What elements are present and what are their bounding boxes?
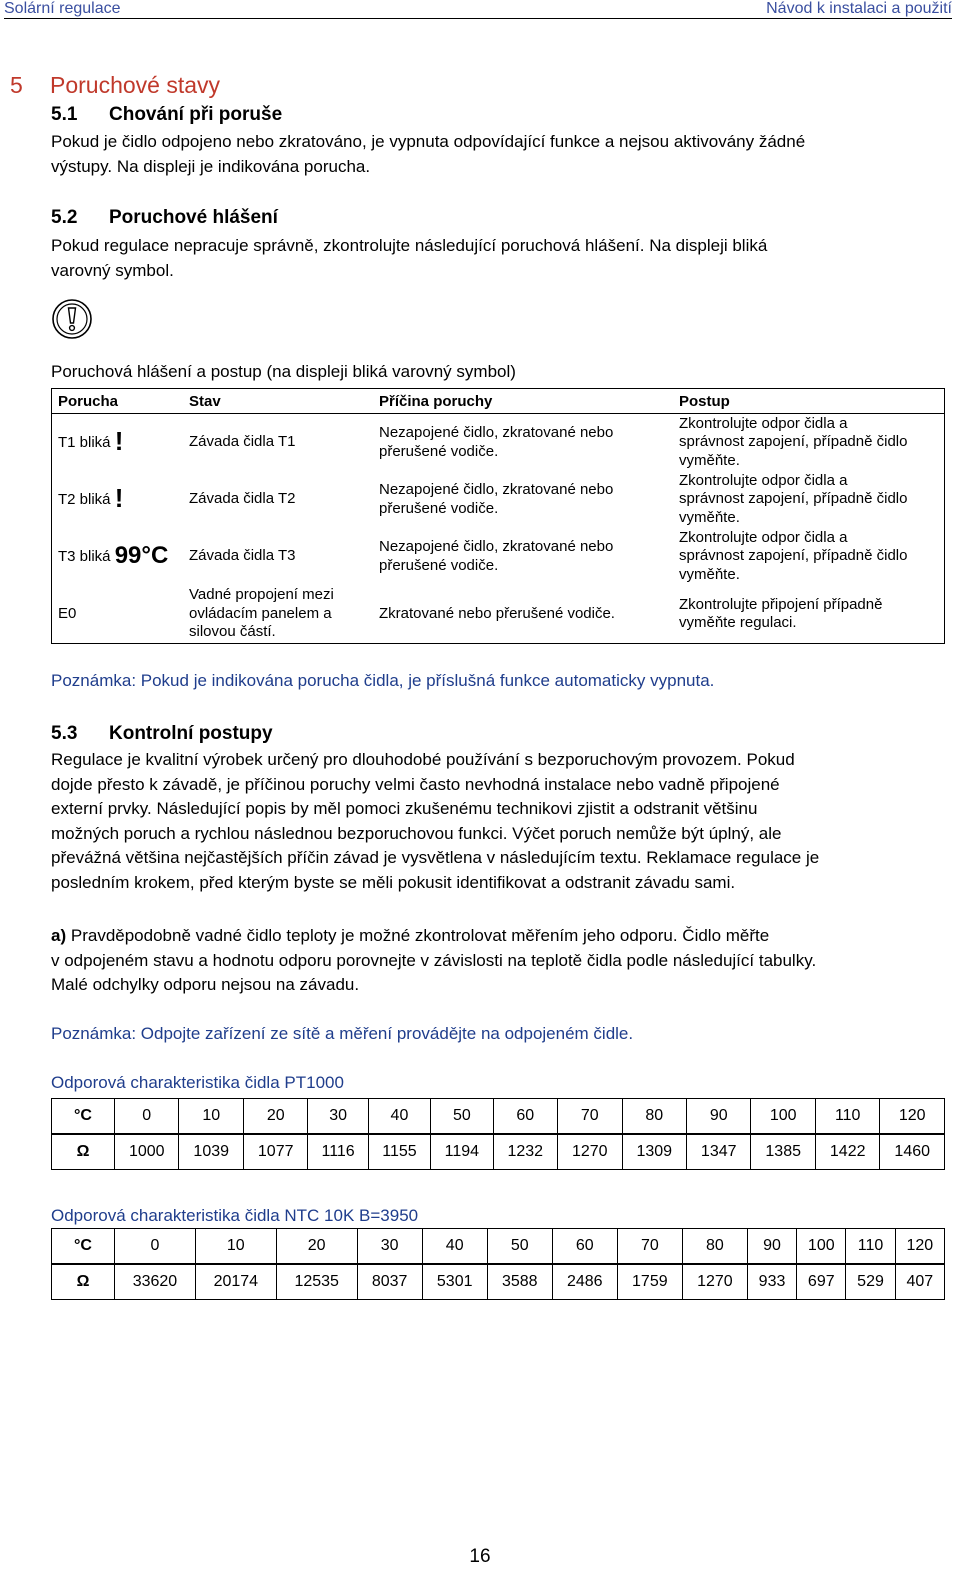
fault-note: Poznámka: Pokud je indikována porucha čidla, je příslušná funkce automaticky vypnuta. — [51, 671, 715, 690]
row-label: °C — [52, 1099, 115, 1135]
resistance-cell: 1422 — [815, 1134, 879, 1170]
fault-label: E0 — [58, 604, 77, 622]
row-label: Ω — [52, 1264, 115, 1300]
status-line: ovládacím panelem a — [189, 604, 332, 622]
resistance-row — [52, 1264, 945, 1300]
subsection-number: 5.2 — [51, 207, 78, 228]
resistance-cell: 1385 — [751, 1134, 815, 1170]
cause-cell — [373, 528, 673, 585]
action-line: správnost zapojení, případně čidlo — [679, 490, 908, 508]
resistance-cell: 3588 — [487, 1264, 552, 1300]
cause-cell — [373, 585, 673, 644]
text-line: dojde přesto k závadě, je příčinou poruchy velmi často nevhodná instalace nebo vadně připojené — [51, 774, 780, 794]
resistance-cell: 8037 — [357, 1264, 422, 1300]
status-line: silovou částí. — [189, 623, 276, 641]
text-line: varovný symbol. — [51, 260, 174, 280]
item-label: a) — [51, 926, 67, 945]
cause-line: přerušené vodiče. — [379, 499, 499, 517]
warning-icon — [51, 298, 93, 340]
subsection-5-2-text — [51, 234, 911, 283]
resistance-cell: 933 — [747, 1264, 796, 1300]
temperature-cell: 60 — [552, 1229, 617, 1265]
fault-label: T1 bliká — [58, 434, 111, 452]
ntc-caption: Odporová charakteristika čidla NTC 10K B=3950 — [51, 1206, 419, 1225]
temperature-cell: 20 — [276, 1229, 357, 1265]
action-cell — [673, 585, 945, 644]
resistance-cell: 1116 — [308, 1134, 368, 1170]
fault-label: T3 bliká — [58, 547, 111, 565]
table-row — [52, 414, 945, 472]
column-header: Porucha — [52, 389, 184, 414]
text-line: výstupy. Na displeji je indikována porucha. — [51, 156, 371, 176]
temperature-cell: 70 — [617, 1229, 682, 1265]
action-line: vyměňte. — [679, 565, 740, 583]
resistance-cell: 529 — [846, 1264, 895, 1300]
subsection-number: 5.3 — [51, 723, 78, 744]
temperature-cell: 50 — [431, 1099, 493, 1135]
header-right: Návod k instalaci a použití — [766, 0, 952, 17]
subsection-5-3-heading — [51, 723, 273, 745]
text-span: Pravděpodobně vadné čidlo teploty je možné zkontrolovat měřením jeho odporu. Čidlo měřte — [70, 926, 770, 945]
status-line: Závada čidla T1 — [189, 433, 296, 451]
text-line: externí prvky. Následující popis by měl pomoci zkušenému technikovi zjistit a odstranit většinu — [51, 799, 758, 818]
display-symbol: ! — [114, 426, 124, 457]
subsection-title: Chování při poruše — [109, 104, 283, 125]
action-line: vyměňte regulaci. — [679, 614, 797, 631]
column-header: Postup — [673, 389, 945, 414]
temperature-cell: 20 — [243, 1099, 307, 1135]
fault-cell — [52, 471, 184, 528]
temperature-cell: 40 — [422, 1229, 487, 1265]
column-header: Stav — [183, 389, 373, 414]
temperature-cell: 10 — [195, 1229, 276, 1265]
column-header: Příčina poruchy — [373, 389, 673, 414]
resistance-cell: 1270 — [682, 1264, 747, 1300]
action-cell — [673, 528, 945, 585]
table-row — [52, 528, 945, 585]
temperature-cell: 110 — [846, 1229, 895, 1265]
pt1000-caption: Odporová charakteristika čidla PT1000 — [51, 1073, 344, 1092]
pt1000-table — [51, 1098, 945, 1170]
section-title: Poruchové stavy — [50, 72, 221, 98]
resistance-cell: 1155 — [368, 1134, 430, 1170]
action-line: Zkontrolujte odpor čidla a — [679, 528, 848, 546]
status-line: Závada čidla T2 — [189, 490, 296, 508]
resistance-cell: 20174 — [195, 1264, 276, 1300]
temperature-cell: 80 — [682, 1229, 747, 1265]
temperature-cell: 80 — [622, 1099, 686, 1135]
temperature-cell: 60 — [493, 1099, 557, 1135]
text-line: Regulace je kvalitní výrobek určený pro dlouhodobé používání s bezporuchovým provozem. Pokud — [51, 750, 795, 769]
text-line: možných poruch a rychlou následnou bezporuchovou funkci. Výčet poruch nemůže být úplný, ale — [51, 823, 782, 843]
temperature-cell: 100 — [751, 1099, 815, 1135]
temperature-cell: 100 — [797, 1229, 846, 1265]
subsection-title: Kontrolní postupy — [109, 723, 273, 744]
temperature-row — [52, 1229, 945, 1265]
ntc-table — [51, 1228, 945, 1300]
temperature-cell: 90 — [747, 1229, 796, 1265]
temperature-cell: 30 — [308, 1099, 368, 1135]
paragraph-a — [51, 924, 911, 998]
page-header — [4, 0, 952, 19]
fault-table-caption: Poruchová hlášení a postup (na displeji bliká varovný symbol) — [51, 362, 516, 381]
text-line: Pokud regulace nepracuje správně, zkontrolujte následující poruchová hlášení. Na displeji bliká — [51, 236, 768, 255]
cause-line: přerušené vodiče. — [379, 556, 499, 574]
fault-cell — [52, 414, 184, 472]
temperature-cell: 120 — [880, 1099, 945, 1135]
status-line: Vadné propojení mezi — [189, 586, 334, 604]
header-left: Solární regulace — [4, 0, 121, 17]
resistance-cell: 1270 — [558, 1134, 622, 1170]
resistance-cell: 1077 — [243, 1134, 307, 1170]
subsection-5-3-text — [51, 748, 911, 895]
resistance-cell: 697 — [797, 1264, 846, 1300]
status-line: Závada čidla T3 — [189, 547, 296, 565]
cause-line: Zkratované nebo přerušené vodiče. — [379, 604, 615, 622]
resistance-cell: 1039 — [179, 1134, 243, 1170]
measurement-note: Poznámka: Odpojte zařízení ze sítě a měření provádějte na odpojeném čidle. — [51, 1024, 634, 1043]
status-cell — [183, 471, 373, 528]
text-line: Malé odchylky odporu nejsou na závadu. — [51, 975, 360, 994]
action-cell — [673, 471, 945, 528]
subsection-number: 5.1 — [51, 104, 78, 125]
temperature-cell: 120 — [895, 1229, 944, 1265]
text-line: v odpojeném stavu a hodnotu odporu porovnejte v závislosti na teplotě čidla podle následující tabulky. — [51, 950, 817, 970]
action-cell — [673, 414, 945, 472]
subsection-5-2-heading — [51, 207, 278, 229]
action-line: Zkontrolujte připojení případně — [679, 595, 883, 613]
display-symbol: ! — [114, 483, 124, 514]
action-line: vyměňte. — [679, 451, 740, 469]
resistance-cell: 33620 — [115, 1264, 196, 1300]
resistance-cell: 1194 — [431, 1134, 493, 1170]
resistance-cell: 2486 — [552, 1264, 617, 1300]
resistance-cell: 1759 — [617, 1264, 682, 1300]
display-symbol: 99°C — [114, 541, 169, 569]
section-number: 5 — [10, 72, 23, 98]
table-row — [52, 585, 945, 644]
resistance-cell: 407 — [895, 1264, 944, 1300]
text-line: Pokud je čidlo odpojeno nebo zkratováno, je vypnuta odpovídající funkce a nejsou aktivovány žádné — [51, 132, 806, 151]
cause-line: Nezapojené čidlo, zkratované nebo — [379, 424, 614, 441]
action-line: Zkontrolujte odpor čidla a — [679, 414, 848, 432]
temperature-cell: 30 — [357, 1229, 422, 1265]
temperature-cell: 0 — [115, 1229, 196, 1265]
temperature-cell: 0 — [115, 1099, 179, 1135]
fault-table — [51, 388, 945, 644]
resistance-cell: 1000 — [115, 1134, 179, 1170]
action-line: správnost zapojení, případně čidlo — [679, 433, 908, 451]
temperature-row — [52, 1099, 945, 1135]
cause-cell — [373, 414, 673, 472]
subsection-title: Poruchové hlášení — [109, 207, 278, 228]
text-line: převážná většina nejčastějších příčin závad je vysvětlena v následujícím textu. Reklamace regulace je — [51, 848, 820, 867]
row-label: Ω — [52, 1134, 115, 1170]
resistance-cell: 1232 — [493, 1134, 557, 1170]
resistance-cell: 1309 — [622, 1134, 686, 1170]
cause-cell — [373, 471, 673, 528]
action-line: správnost zapojení, případně čidlo — [679, 547, 908, 565]
resistance-cell: 5301 — [422, 1264, 487, 1300]
action-line: Zkontrolujte odpor čidla a — [679, 471, 848, 489]
resistance-cell: 1460 — [880, 1134, 945, 1170]
temperature-cell: 10 — [179, 1099, 243, 1135]
text-line — [51, 924, 911, 949]
cause-line: přerušené vodiče. — [379, 442, 499, 460]
cause-line: Nezapojené čidlo, zkratované nebo — [379, 481, 614, 498]
fault-cell — [52, 585, 184, 644]
status-cell — [183, 585, 373, 644]
temperature-cell: 90 — [686, 1099, 750, 1135]
row-label: °C — [52, 1229, 115, 1265]
subsection-5-1-heading — [51, 104, 282, 126]
page-number: 16 — [469, 1546, 491, 1567]
cause-line: Nezapojené čidlo, zkratované nebo — [379, 538, 614, 555]
temperature-cell: 50 — [487, 1229, 552, 1265]
temperature-cell: 40 — [368, 1099, 430, 1135]
table-row — [52, 471, 945, 528]
status-cell — [183, 414, 373, 472]
resistance-cell: 1347 — [686, 1134, 750, 1170]
resistance-cell: 12535 — [276, 1264, 357, 1300]
resistance-row — [52, 1134, 945, 1170]
temperature-cell: 110 — [815, 1099, 879, 1135]
fault-cell — [52, 528, 184, 585]
fault-label: T2 bliká — [58, 491, 111, 509]
text-line: posledním krokem, před kterým byste se měli pokusit identifikovat a odstranit závadu sami. — [51, 872, 736, 892]
section-heading — [10, 72, 220, 99]
status-cell — [183, 528, 373, 585]
subsection-5-1-text — [51, 130, 911, 179]
temperature-cell: 70 — [558, 1099, 622, 1135]
action-line: vyměňte. — [679, 508, 740, 526]
